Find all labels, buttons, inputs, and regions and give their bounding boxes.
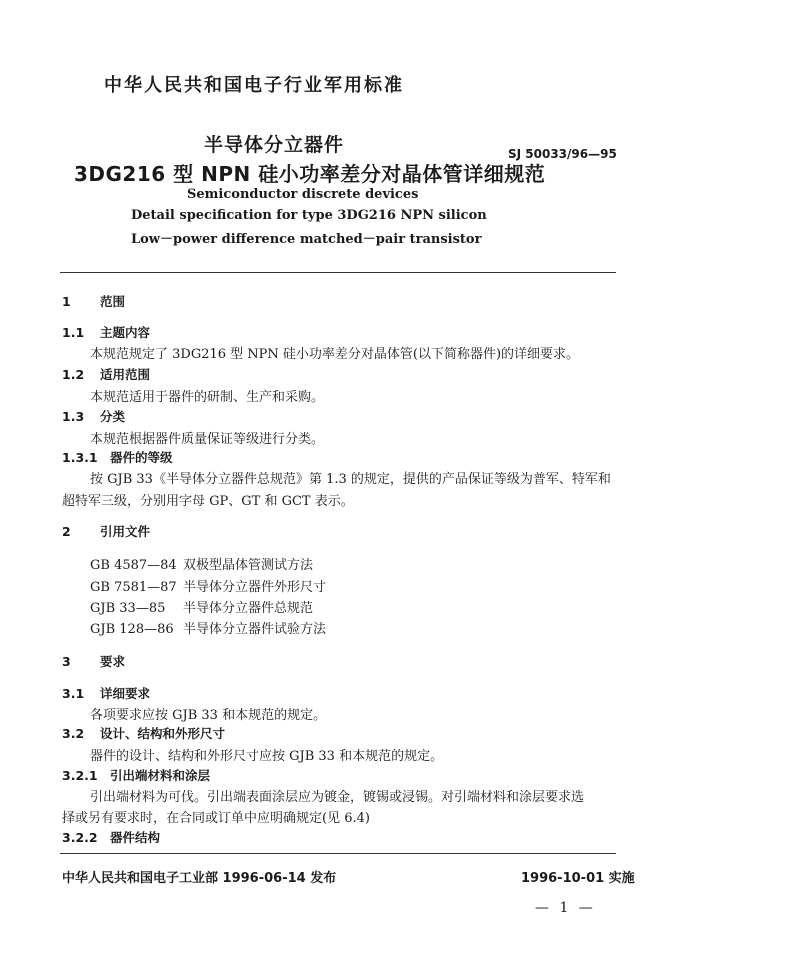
- section-number: 2: [62, 524, 71, 539]
- reference-code: GB 7581—87: [90, 580, 177, 595]
- title-en-line3: Low－power difference matched－pair transistor: [131, 232, 482, 247]
- section-2-heading: [62, 522, 150, 540]
- section-1-1-heading: [62, 323, 150, 341]
- section-title: 主题内容: [100, 325, 151, 340]
- section-number: 1.1: [62, 325, 85, 340]
- section-title: 分类: [100, 409, 126, 424]
- reference-row: [90, 576, 326, 595]
- section-1-3-body: 本规范根据器件质量保证等级进行分类。: [90, 432, 325, 447]
- section-3-2-1-body-line1: 引出端材料为可伐。引出端表面涂层应为镀金，镀锡或浸锡。对引端材料和涂层要求选: [90, 790, 585, 805]
- section-title: 器件结构: [110, 830, 161, 845]
- title-en-line2: Detail specification for type 3DG216 NPN silicon: [131, 208, 487, 223]
- section-3-1-body: 各项要求应按 GJB 33 和本规范的规定。: [90, 708, 327, 723]
- section-number: 3.2: [62, 726, 85, 741]
- reference-title: 双极型晶体管测试方法: [183, 558, 314, 573]
- section-3-heading: [62, 652, 125, 670]
- reference-row: [90, 554, 313, 573]
- section-1-2-heading: [62, 365, 150, 383]
- section-number: 1.2: [62, 367, 85, 382]
- section-number: 1.3: [62, 409, 85, 424]
- reference-row: [90, 618, 326, 637]
- section-number: 1: [62, 294, 71, 309]
- section-title: 器件的等级: [110, 450, 173, 465]
- section-1-3-1-body-line2: 超特军三级，分别用字母 GP、GT 和 GCT 表示。: [62, 494, 354, 509]
- section-number: 3.2.2: [62, 830, 98, 845]
- title-en-line1: Semiconductor discrete devices: [187, 187, 419, 202]
- section-1-3-1-heading: [62, 448, 173, 466]
- section-title: 设计、结构和外形尺寸: [100, 726, 226, 741]
- section-number: 3.1: [62, 686, 85, 701]
- title-cn-line2: 3DG216 型 NPN 硅小功率差分对晶体管详细规范: [74, 162, 546, 186]
- standard-code: SJ 50033/96—95: [508, 147, 617, 161]
- section-1-2-body: 本规范适用于器件的研制、生产和采购。: [90, 390, 325, 405]
- footer-divider: [60, 853, 616, 854]
- section-title: 引用文件: [100, 524, 151, 539]
- section-3-2-heading: [62, 724, 225, 742]
- title-cn-line1: 半导体分立器件: [204, 134, 345, 156]
- reference-row: [90, 597, 313, 616]
- reference-code: GB 4587—84: [90, 558, 177, 573]
- section-title: 引出端材料和涂层: [110, 768, 211, 783]
- section-1-heading: [62, 292, 125, 310]
- section-number: 1.3.1: [62, 450, 98, 465]
- section-3-2-2-heading: [62, 828, 160, 846]
- page-number: — 1 —: [535, 900, 596, 916]
- section-3-2-body: 器件的设计、结构和外形尺寸应按 GJB 33 和本规范的规定。: [90, 749, 444, 764]
- section-number: 3.2.1: [62, 768, 98, 783]
- section-3-2-1-body-line2: 择或另有要求时，在合同或订单中应明确规定(见 6.4): [62, 811, 370, 826]
- header-divider: [60, 272, 616, 273]
- reference-title: 半导体分立器件外形尺寸: [183, 580, 327, 595]
- section-title: 范围: [100, 294, 126, 309]
- section-3-1-heading: [62, 684, 150, 702]
- reference-code: GJB 128—86: [90, 622, 174, 637]
- section-1-3-1-body-line1: 按 GJB 33《半导体分立器件总规范》第 1.3 的规定，提供的产品保证等级为普军、特军和: [90, 472, 611, 487]
- reference-title: 半导体分立器件试验方法: [183, 622, 327, 637]
- section-title: 适用范围: [100, 367, 151, 382]
- section-number: 3: [62, 654, 71, 669]
- reference-title: 半导体分立器件总规范: [183, 601, 314, 616]
- section-3-2-1-heading: [62, 766, 210, 784]
- org-standard-header: 中华人民共和国电子行业军用标准: [104, 75, 404, 96]
- section-title: 要求: [100, 654, 126, 669]
- issue-date: 中华人民共和国电子工业部 1996-06-14 发布: [62, 871, 337, 886]
- section-1-3-heading: [62, 407, 125, 425]
- section-1-1-body: 本规范规定了 3DG216 型 NPN 硅小功率差分对晶体管(以下简称器件)的详细要求。: [90, 347, 580, 362]
- reference-code: GJB 33—85: [90, 601, 166, 616]
- section-title: 详细要求: [100, 686, 151, 701]
- effective-date: 1996-10-01 实施: [521, 871, 635, 886]
